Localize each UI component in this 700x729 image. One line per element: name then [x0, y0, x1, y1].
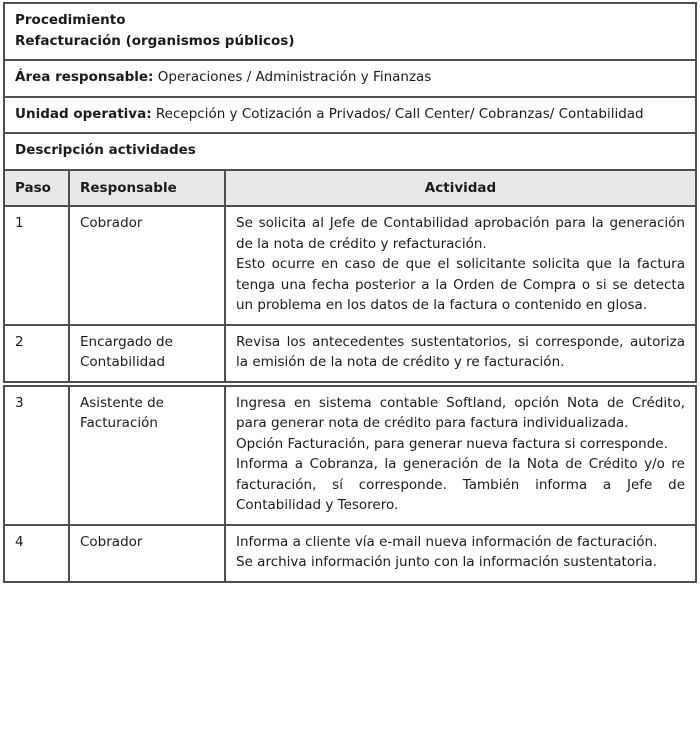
actividad-paragraph: Ingresa en sistema contable Softland, opción Nota de Crédito, para generar nota de crédito para factura individualizada. [236, 394, 685, 432]
area-row [4, 60, 696, 97]
responsable-cell: Encargado de Contabilidad [69, 325, 225, 384]
actividad-cell [225, 384, 696, 525]
column-header-row [4, 170, 696, 207]
unidad-row [4, 97, 696, 134]
area-label: Área responsable: [15, 69, 154, 86]
section-title-row [4, 133, 696, 170]
paso-cell: 2 [4, 325, 69, 384]
paso-cell: 1 [4, 206, 69, 325]
section-title: Descripción actividades [15, 142, 196, 159]
title-cell [4, 3, 696, 60]
table-row [4, 384, 696, 525]
title-row [4, 3, 696, 60]
table-row [4, 325, 696, 384]
section-title-cell [4, 133, 696, 170]
actividad-paragraph: Opción Facturación, para generar nueva factura si corresponde. [236, 435, 668, 452]
actividad-paragraph: Informa a Cobranza, la generación de la Nota de Crédito y/o re facturación, sí corresponde. También informa a Jefe de Contabilidad y Tesorero. [236, 456, 685, 514]
responsable-cell: Cobrador [69, 206, 225, 325]
paso-cell: 4 [4, 525, 69, 582]
area-cell [4, 60, 696, 97]
unidad-label: Unidad operativa: [15, 105, 152, 122]
doc-title-line2: Refacturación (organismos públicos) [15, 32, 295, 49]
actividad-cell [225, 525, 696, 582]
actividad-paragraph: Informa a cliente vía e-mail nueva información de facturación. [236, 533, 658, 550]
paso-cell: 3 [4, 384, 69, 525]
unidad-value: Recepción y Cotización a Privados/ Call Center/ Cobranzas/ Contabilidad [155, 105, 644, 122]
responsable-cell: Asistente de Facturación [69, 384, 225, 525]
actividad-cell [225, 325, 696, 384]
responsable-cell: Cobrador [69, 525, 225, 582]
area-value: Operaciones / Administración y Finanzas [157, 69, 432, 86]
procedure-table [3, 2, 697, 583]
actividad-paragraph: Esto ocurre en caso de que el solicitante solicita que la factura tenga una fecha posterior a la Orden de Compra o si se detecta un problema en los datos de la factura o contenido en glosa. [236, 256, 685, 314]
unidad-cell [4, 97, 696, 134]
actividad-paragraph: Revisa los antecedentes sustentatorios, si corresponde, autoriza la emisión de la nota de crédito y re facturación. [236, 333, 685, 371]
col-header-actividad: Actividad [225, 170, 696, 207]
col-header-paso: Paso [4, 170, 69, 207]
actividad-cell [225, 206, 696, 325]
doc-title-line1: Procedimiento [15, 12, 126, 28]
table-row [4, 525, 696, 582]
actividad-paragraph: Se solicita al Jefe de Contabilidad aprobación para la generación de la nota de crédito y refacturación. [236, 215, 685, 252]
table-row [4, 206, 696, 325]
col-header-responsable: Responsable [69, 170, 225, 207]
actividad-paragraph: Se archiva información junto con la información sustentatoria. [236, 554, 657, 571]
